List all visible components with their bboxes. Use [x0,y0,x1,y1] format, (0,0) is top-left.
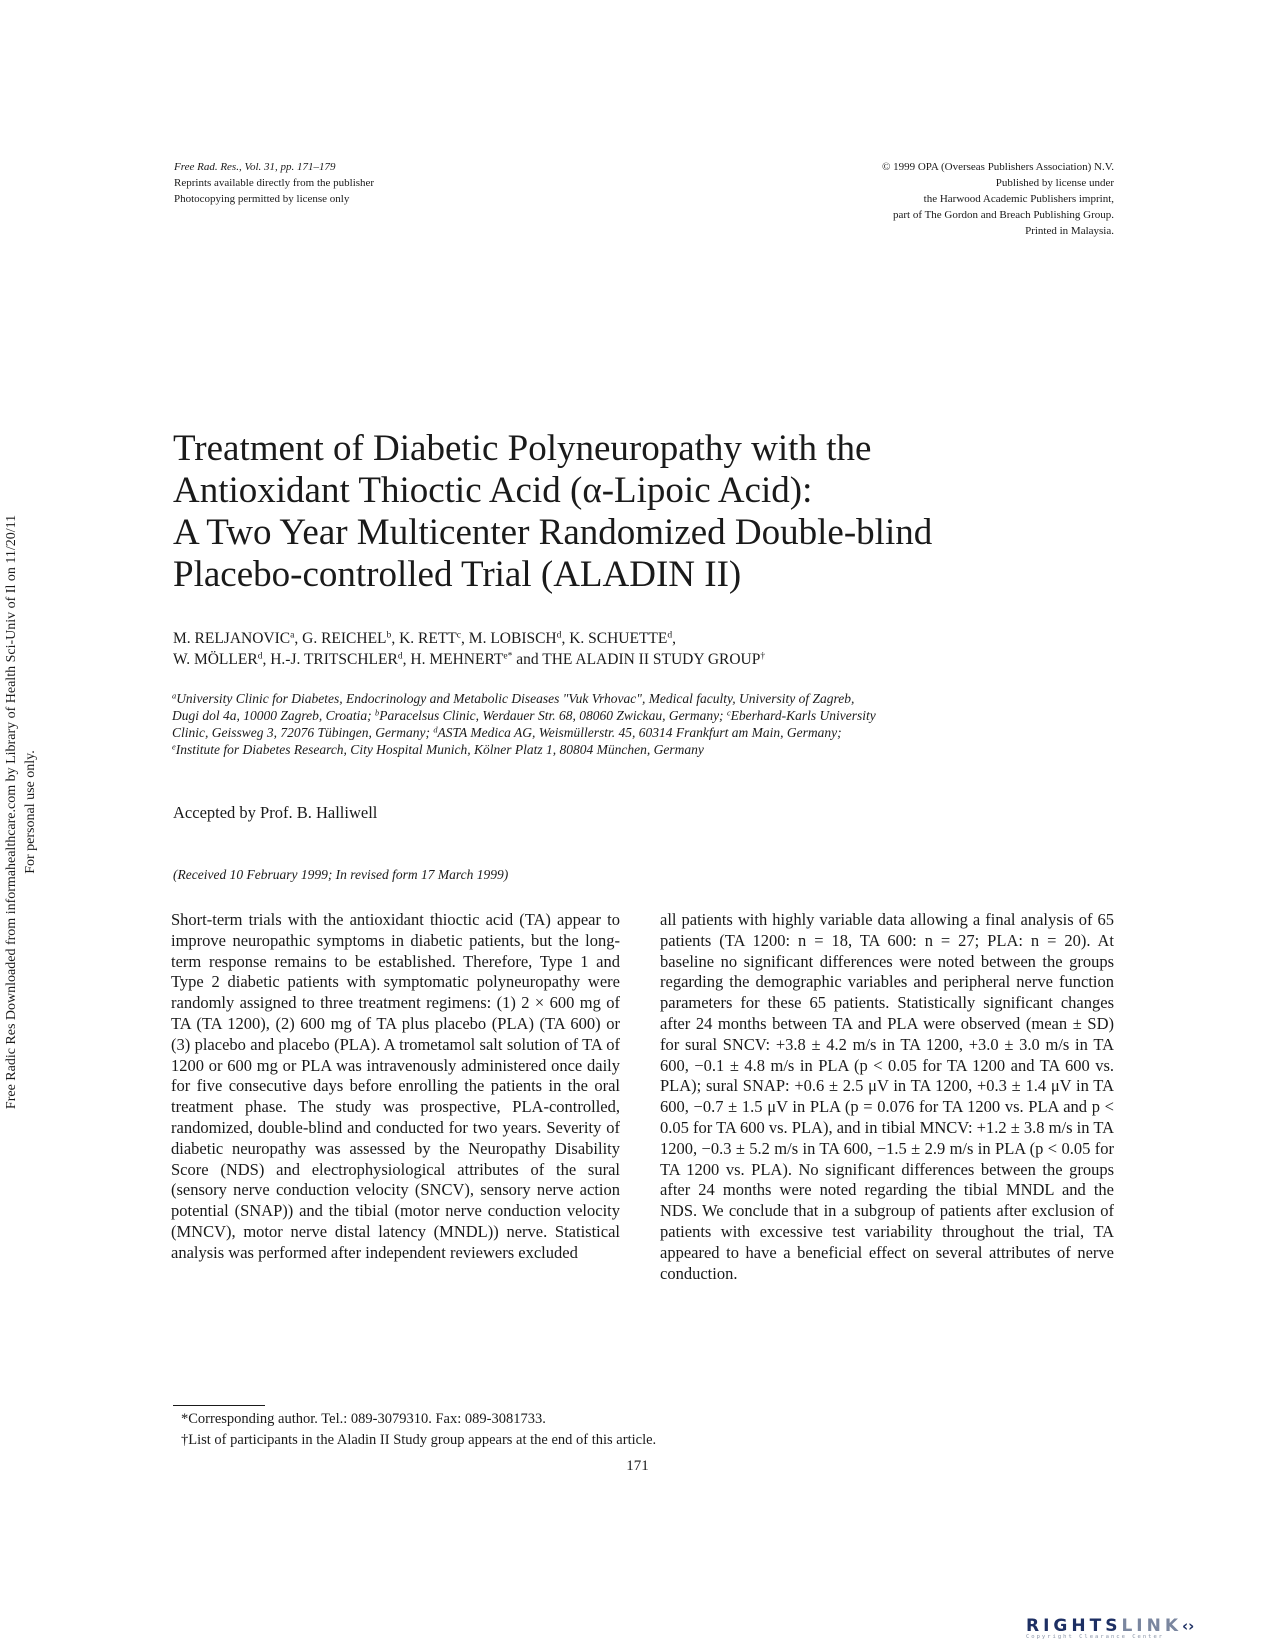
affiliation-line-2: Dugi dol 4a, 10000 Zagreb, Croatia; $^b$Paracelsus Clinic, Werdauer Str. 68, 08060 Zwickau, Germany; $^c$Eberhard-Karls University [172,708,876,723]
photocopy-note: Photocopying permitted by license only [174,193,350,205]
reprints-note: Reprints available directly from the publisher [174,177,375,189]
footnote-corresponding: *Corresponding author. Tel.: 089-3079310. Fax: 089-3081733. [181,1411,546,1427]
author-list [173,628,765,670]
logo-link-text: LINK [1121,1616,1182,1636]
title-line-2: Antioxidant Thioctic Acid (α-Lipoic Acid): [173,470,813,511]
imprint-line: the Harwood Academic Publishers imprint, [923,193,1114,205]
watermark-line-1: Free Radic Res Downloaded from informahealthcare.com by Library of Health Sci-Univ of Il on 11/20/11 [4,514,19,1110]
affiliation-line-4: $^e$Institute for Diabetes Research, City Hospital Munich, Kölner Platz 1, 80804 München, Germany [172,742,704,757]
affiliation-line-3: Clinic, Geissweg 3, 72076 Tübingen, Germany; $^d$ASTA Medica AG, Weismüllerstr. 45, 60314 Frankfurt am Main, Germany; [172,725,842,740]
affiliations [172,690,1112,758]
article-title [173,428,1093,596]
download-watermark [2,452,47,1172]
license-line: Published by license under [995,177,1114,189]
copyright-header [882,159,1114,239]
received-dates: (Received 10 February 1999; In revised form 17 March 1999) [173,867,509,882]
title-line-4: Placebo-controlled Trial (ALADIN II) [173,554,742,595]
page-number: 171 [626,1458,649,1474]
rightslink-logo[interactable] [1026,1616,1254,1646]
abstract-column-left: Short-term trials with the antioxidant thioctic acid (TA) appear to improve neuropathic symptoms in diabetic patients, but the long-term response remains to be established. Therefore, Type 1 and Type 2 diabetic patients with symptomatic polyneuropathy were randomly assigned to three treatment regimens: (1) 2 × 600 mg of TA (TA 1200), (2) 600 mg of TA plus placebo (PLA) (TA 600) or (3) placebo and placebo (PLA). A trometamol salt solution of TA of 1200 or 600 mg or PLA was intravenously administered once daily for five consecutive days before enrolling the patients in the oral treatment phase. The study was prospective, PLA-controlled, randomized, double-blind and conducted for two years. Severity of diabetic neuropathy was assessed by the Neuropathy Disability Score (NDS) and electrophysiological attributes of the sural (sensory nerve conduction velocity (SNCV), sensory nerve action potential (SNAP)) and the tibial (motor nerve conduction velocity (MNCV), motor nerve distal latency (MNDL)) nerve. Statistical analysis was performed after independent reviewers excluded [171,910,620,1262]
title-line-3: A Two Year Multicenter Randomized Double-blind [173,512,933,553]
affiliation-line-1: $^a$University Clinic for Diabetes, Endocrinology and Metabolic Diseases "Vuk Vrhovac", Medical faculty, University of Zagreb, [172,691,855,706]
abstract-column-right: all patients with highly variable data allowing a final analysis of 65 patients (TA 1200: n = 18, TA 600: n = 27; PLA: n = 20). At baseline no significant differences were noted between the groups regarding the demographic variables and peripheral nerve function parameters for these 65 patients. Statistically significant changes after 24 months between TA and PLA were observed (mean ± SD) for sural SNCV: +3.8 ± 4.2 m/s in TA 1200, +3.0 ± 3.0 m/s in TA 600, −0.1 ± 4.8 m/s in PLA (p < 0.05 for TA 1200 and TA 600 vs. PLA); sural SNAP: +0.6 ± 2.5 μV in TA 1200, +0.3 ± 1.4 μV in TA 600, −0.7 ± 1.5 μV in PLA (p = 0.076 for TA 1200 vs. PLA and p < 0.05 for TA 600 vs. PLA), and in tibial MNCV: +1.2 ± 3.8 m/s in TA 1200, −0.3 ± 5.2 m/s in TA 600, −1.5 ± 2.9 m/s in PLA (p < 0.05 for TA 1200 vs. PLA). No significant differences between the groups after 24 months were noted regarding the tibial MNDL and the NDS. We conclude that in a subgroup of patients after exclusion of patients with excessive test variability throughout the trial, TA appeared to have a beneficial effect on several attributes of nerve conduction. [660,910,1114,1283]
logo-rights-text: RIGHTS [1026,1616,1122,1636]
title-line-1: Treatment of Diabetic Polyneuropathy with the [173,428,872,469]
journal-header [174,159,374,207]
authors-line-2: W. MÖLLER$^d$, H.-J. TRITSCHLER$^d$, H. $MEHNERT^{e*}$ and THE ALADIN II STUDY GROUP† [173,650,766,668]
authors-line-1: M. RELJANOVIC$^a$, G. REICHEL$^b$, K. RETT$^c$, M. LOBISCH$^d$, K. SCHUETTE$^d$, [173,629,677,647]
accepted-by: Accepted by Prof. B. Halliwell [173,803,378,822]
watermark-line-2: For personal use only. [23,750,38,874]
footnotes [181,1409,656,1451]
journal-citation: Free Rad. Res., Vol. 31, pp. 171–179 [174,161,336,173]
footnote-divider [173,1405,265,1406]
logo-subtitle: Copyright Clearance Center [1026,1634,1165,1640]
logo-arrow-icon: ‹› [1182,1617,1195,1635]
footnote-participants: †List of participants in the Aladin II Study group appears at the end of this article. [181,1432,657,1448]
group-line: part of The Gordon and Breach Publishing Group. [893,209,1114,221]
copyright-line: © 1999 OPA (Overseas Publishers Association) N.V. [881,161,1114,173]
printed-line: Printed in Malaysia. [1025,225,1114,237]
